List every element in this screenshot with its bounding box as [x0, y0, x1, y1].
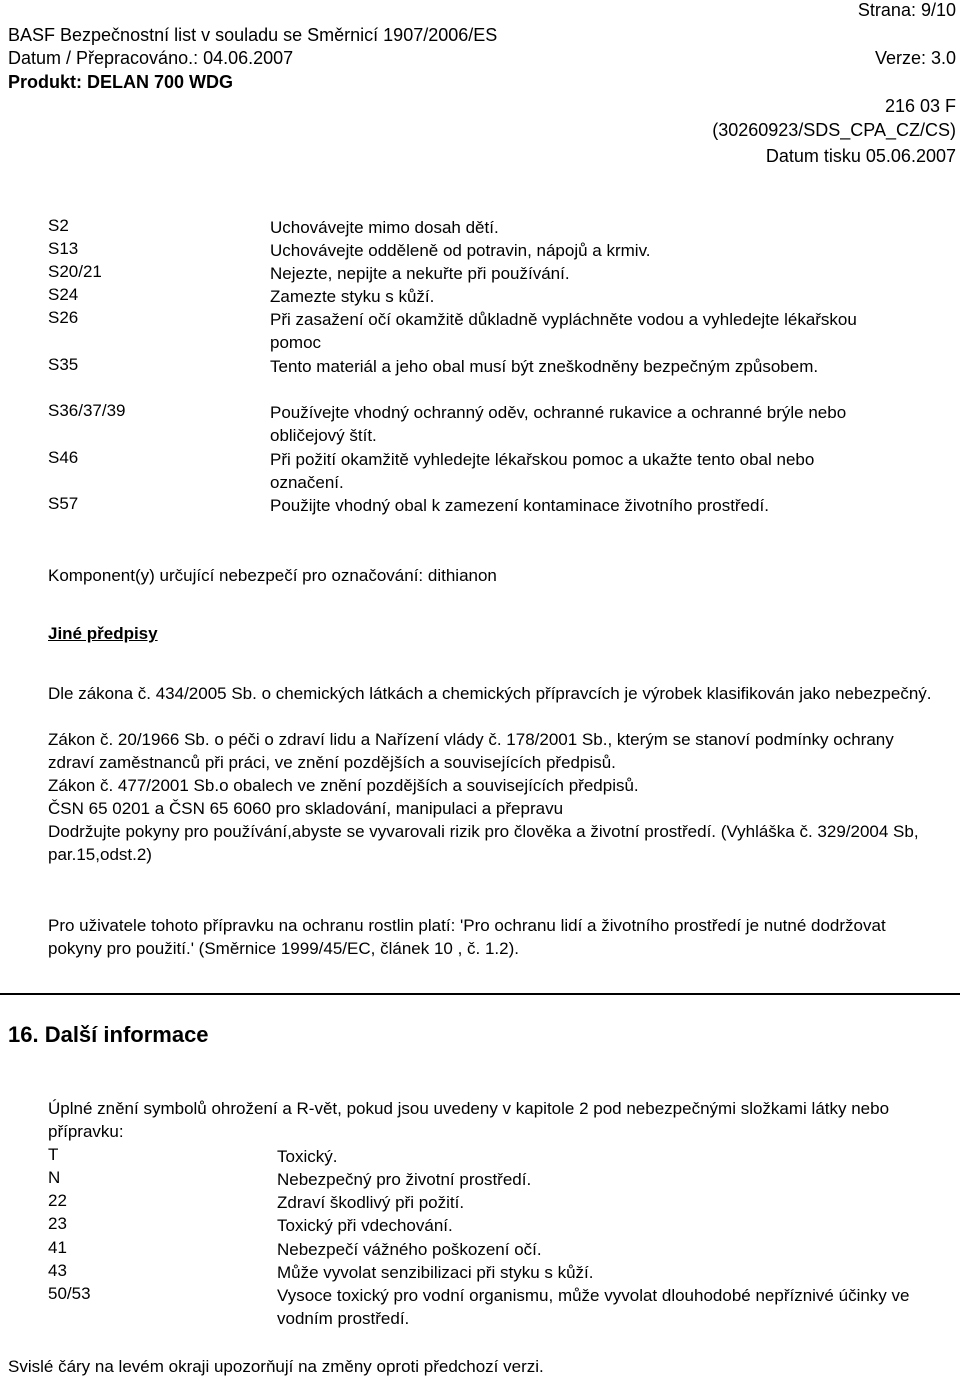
version: Verze: 3.0	[874, 48, 956, 68]
regulation-paragraph: Dle zákona č. 434/2005 Sb. o chemických látkách a chemických přípravcích je výrobek klasifikován jako nebezpečný.	[48, 684, 932, 703]
s-phrase-code: S24	[48, 285, 79, 304]
s-phrase-text: Tento materiál a jeho obal musí být zneškodněny bezpečným způsobem.	[270, 357, 819, 376]
header-row-2	[8, 25, 956, 47]
r-phrase-text: Toxický.	[277, 1147, 338, 1166]
r-phrase-text: Zdraví škodlivý při požití.	[277, 1193, 465, 1212]
s-phrase-code: S46	[48, 448, 79, 467]
s-phrase-code: S20/21	[48, 262, 102, 281]
header-row-5	[8, 96, 956, 118]
section-16-intro: Úplné znění symbolů ohrožení a R-vět, pokud jsou uvedeny v kapitole 2 pod nebezpečnými složkami látky nebo přípravku:	[48, 1099, 890, 1141]
r-phrase-code: 41	[48, 1238, 67, 1257]
header-row-7	[8, 146, 956, 168]
r-phrase-text: Nebezpečný pro životní prostředí.	[277, 1170, 532, 1189]
s-phrase-code: S26	[48, 308, 79, 327]
s-phrase-code: S2	[48, 216, 69, 235]
revision-date: Datum / Přepracováno.: 04.06.2007	[8, 48, 294, 68]
s-phrase-code: S36/37/39	[48, 401, 126, 420]
sds-code: (30260923/SDS_CPA_CZ/CS)	[712, 120, 956, 140]
product-name: Produkt: DELAN 700 WDG	[8, 72, 234, 92]
r-phrase-code: 22	[48, 1191, 67, 1210]
user-note: Pro uživatele tohoto přípravku na ochranu rostlin platí: 'Pro ochranu lidí a životního prostředí je nutné dodržovat pokyny pro použití.' (Směrnice 1999/45/EC, článek 10 , č. 1.2).	[48, 916, 886, 958]
other-regulations-heading: Jiné předpisy	[48, 624, 158, 643]
print-date: Datum tisku 05.06.2007	[765, 146, 956, 166]
header-row-6	[8, 120, 956, 142]
header-row-3	[8, 48, 956, 70]
product-code: 216 03 F	[884, 96, 956, 116]
r-phrase-text: Může vyvolat senzibilizaci při styku s kůží.	[277, 1263, 594, 1282]
r-phrase-text: Toxický při vdechování.	[277, 1216, 453, 1235]
s-phrase-code: S35	[48, 355, 79, 374]
page-number: Strana: 9/10	[857, 0, 956, 20]
r-phrase-code: 23	[48, 1214, 67, 1233]
regulation-paragraph: ČSN 65 0201 a ČSN 65 6060 pro skladování, manipulaci a přepravu	[48, 799, 564, 818]
regulation-paragraph: Zákon č. 477/2001 Sb.o obalech ve znění pozdějších a souvisejících předpisů.	[48, 776, 639, 795]
regulation-paragraph: Dodržujte pokyny pro používání,abyste se vyvarovali rizik pro člověka a životní prostředí. (Vyhláška č. 329/2004 Sb, par.15,odst.2)	[48, 822, 919, 864]
s-phrase-text: Při požití okamžitě vyhledejte lékařskou pomoc a ukažte tento obal nebo označení.	[270, 450, 815, 492]
s-phrase-text: Použijte vhodný obal k zamezení kontaminace životního prostředí.	[270, 496, 769, 515]
regulation-paragraph: Zákon č. 20/1966 Sb. o péči o zdraví lidu a Nařízení vlády č. 178/2001 Sb., kterým se stanoví podmínky ochrany zdraví zaměstnanců při práci, ve znění pozdějších a souvisejících předpisů.	[48, 730, 894, 772]
section-16-title: 16. Další informace	[8, 1022, 209, 1047]
s-phrase-code: S57	[48, 494, 79, 513]
header-row-4	[8, 72, 956, 94]
r-phrase-code: T	[48, 1145, 59, 1164]
hazard-components: Komponent(y) určující nebezpečí pro označování: dithianon	[48, 566, 497, 585]
r-phrase-code: 43	[48, 1261, 67, 1280]
document-title: BASF Bezpečnostní list v souladu se Směrnicí 1907/2006/ES	[8, 25, 498, 45]
s-phrase-text: Uchovávejte mimo dosah dětí.	[270, 218, 499, 237]
s-phrase-text: Při zasažení očí okamžitě důkladně vypláchněte vodou a vyhledejte lékařskou pomoc	[270, 310, 857, 352]
s-phrase-text: Uchovávejte odděleně od potravin, nápojů a krmiv.	[270, 241, 651, 260]
s-phrase-text: Používejte vhodný ochranný oděv, ochranné rukavice a ochranné brýle nebo obličejový štít.	[270, 403, 847, 445]
footer-note: Svislé čáry na levém okraji upozorňují na změny oproti předchozí verzi.	[8, 1357, 544, 1376]
header-row-1	[8, 0, 956, 22]
r-phrase-code: N	[48, 1168, 61, 1187]
s-phrase-text: Nejezte, nepijte a nekuřte při používání.	[270, 264, 570, 283]
section-divider	[0, 993, 960, 995]
s-phrase-text: Zamezte styku s kůží.	[270, 287, 435, 306]
s-phrase-code: S13	[48, 239, 79, 258]
r-phrase-text: Vysoce toxický pro vodní organismu, může vyvolat dlouhodobé nepříznivé účinky ve vodním prostředí.	[277, 1286, 910, 1328]
r-phrase-text: Nebezpečí vážného poškození očí.	[277, 1240, 542, 1259]
r-phrase-code: 50/53	[48, 1284, 91, 1303]
